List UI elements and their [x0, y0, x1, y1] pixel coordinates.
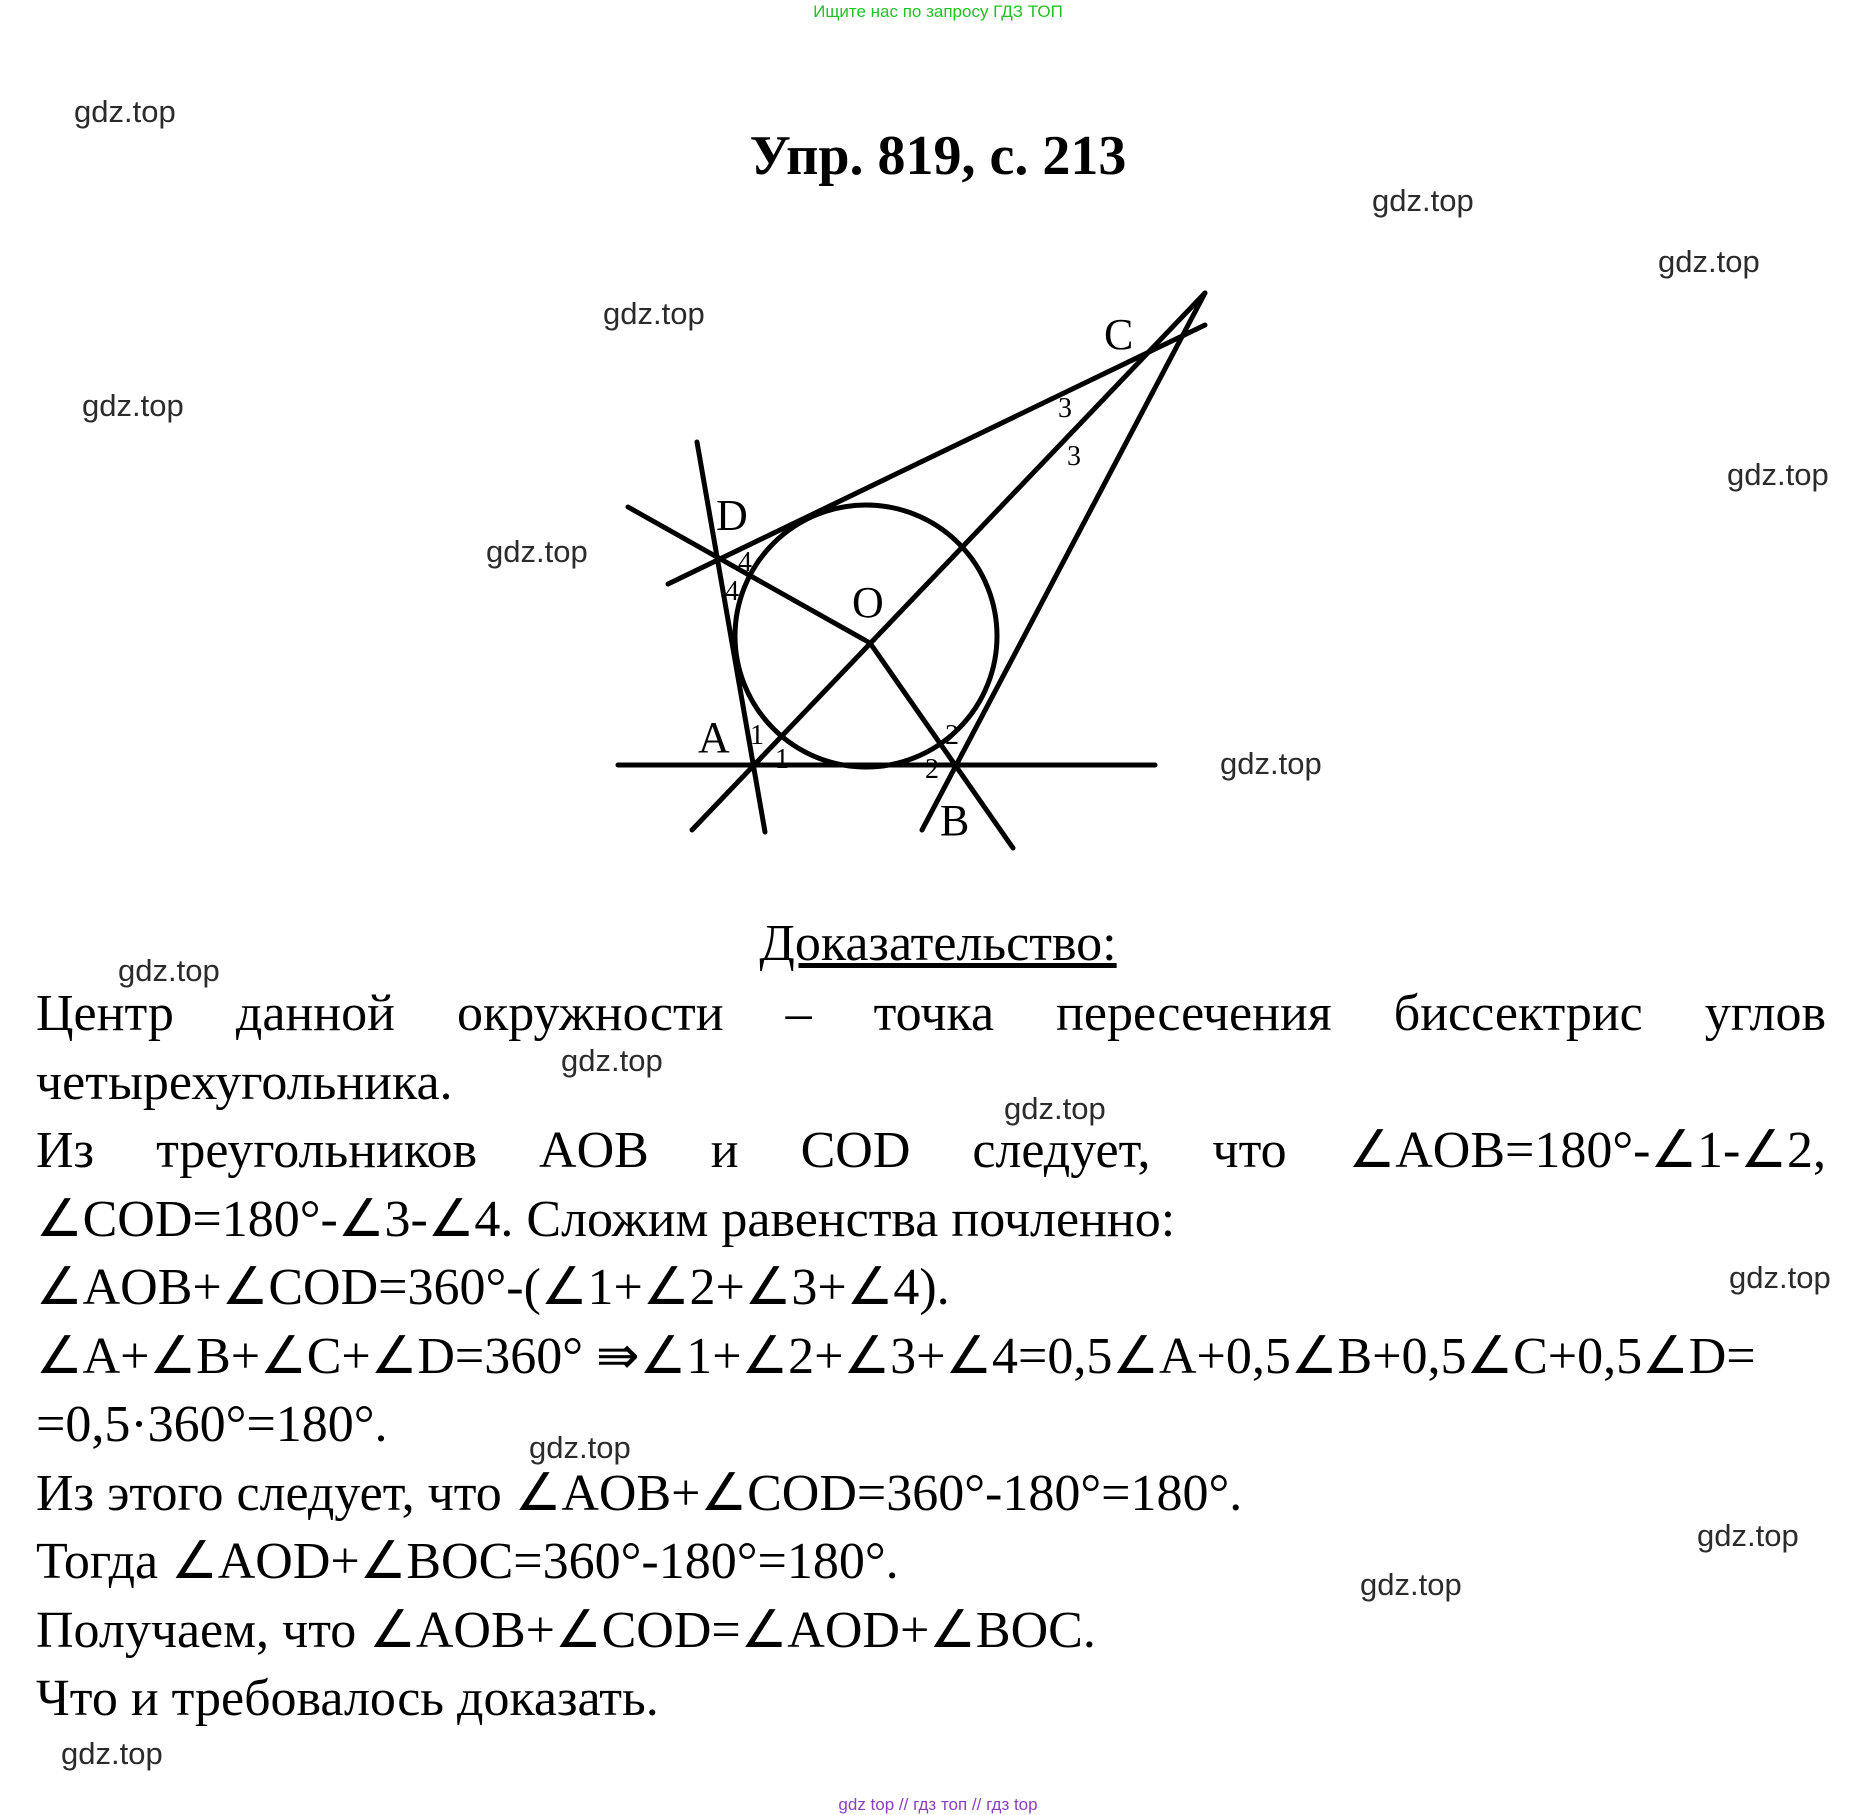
angle-2-label: 2 — [945, 720, 959, 751]
watermark: gdz.top — [82, 388, 184, 423]
watermark: gdz.top — [603, 296, 705, 331]
proof-line: ∠COD=180°-∠3-∠4. Сложим равенства почленно: — [36, 1190, 1176, 1248]
line-bc — [922, 293, 1205, 830]
angle-2-label: 2 — [925, 754, 939, 785]
watermark: gdz.top — [1220, 746, 1322, 781]
proof-text — [36, 980, 1826, 1734]
proof-heading: Доказательство: — [759, 915, 1117, 972]
footer-links[interactable]: gdz top // гдз топ // гдз top — [838, 1795, 1038, 1814]
proof-line: четырехугольника. — [36, 1053, 453, 1111]
label-o: O — [852, 578, 884, 627]
watermark: gdz.top — [486, 534, 588, 569]
watermark: gdz.top — [561, 1043, 663, 1078]
watermark: gdz.top — [529, 1430, 631, 1465]
line-dc — [668, 325, 1205, 584]
watermark: gdz.top — [118, 953, 220, 988]
watermark: gdz.top — [1727, 457, 1829, 492]
top-banner[interactable]: Ищите нас по запросу ГДЗ ТОП — [813, 2, 1063, 21]
label-a: A — [698, 713, 730, 762]
angle-3-label: 3 — [1058, 393, 1072, 424]
watermark: gdz.top — [1729, 1260, 1831, 1295]
watermark: gdz.top — [1372, 183, 1474, 218]
watermark: gdz.top — [1004, 1091, 1106, 1126]
proof-line: Тогда ∠AOD+∠BOC=360°-180°=180°. — [36, 1533, 899, 1590]
proof-line: Из этого следует, что ∠AOB+∠COD=360°-180°=180°. — [36, 1464, 1243, 1522]
label-c: C — [1104, 310, 1134, 359]
angle-3-label: 3 — [1067, 441, 1081, 472]
proof-line: ∠AOB+∠COD=360°-(∠1+∠2+∠3+∠4). — [36, 1259, 950, 1316]
angle-1-label: 1 — [775, 744, 789, 775]
proof-line: Что и требовалось доказать. — [36, 1670, 659, 1727]
geometry-figure — [0, 0, 1876, 900]
label-d: D — [716, 491, 748, 540]
watermark: gdz.top — [74, 94, 176, 129]
label-b: B — [940, 796, 970, 845]
watermark: gdz.top — [1658, 244, 1760, 279]
angle-4-label: 4 — [738, 547, 752, 578]
angle-4-label: 4 — [725, 576, 739, 607]
watermark: gdz.top — [61, 1736, 163, 1771]
watermark: gdz.top — [1697, 1518, 1799, 1553]
watermark: gdz.top — [1360, 1567, 1462, 1602]
proof-line: Получаем, что ∠AOB+∠COD=∠AOD+∠BOC. — [36, 1601, 1096, 1659]
proof-line: =0,5·360°=180°. — [36, 1396, 388, 1453]
proof-line: Из треугольников AOB и COD следует, что ∠AOB=180°-∠1-∠2, — [36, 1122, 1826, 1179]
page-title: Упр. 819, с. 213 — [749, 125, 1127, 187]
angle-1-label: 1 — [750, 720, 764, 751]
proof-line: Центр данной окружности – точка пересечения биссектрис углов — [36, 985, 1826, 1042]
proof-line: ∠A+∠B+∠C+∠D=360° ⇛∠1+∠2+∠3+∠4=0,5∠A+0,5∠B+0,5∠C+0,5∠D= — [36, 1327, 1756, 1385]
